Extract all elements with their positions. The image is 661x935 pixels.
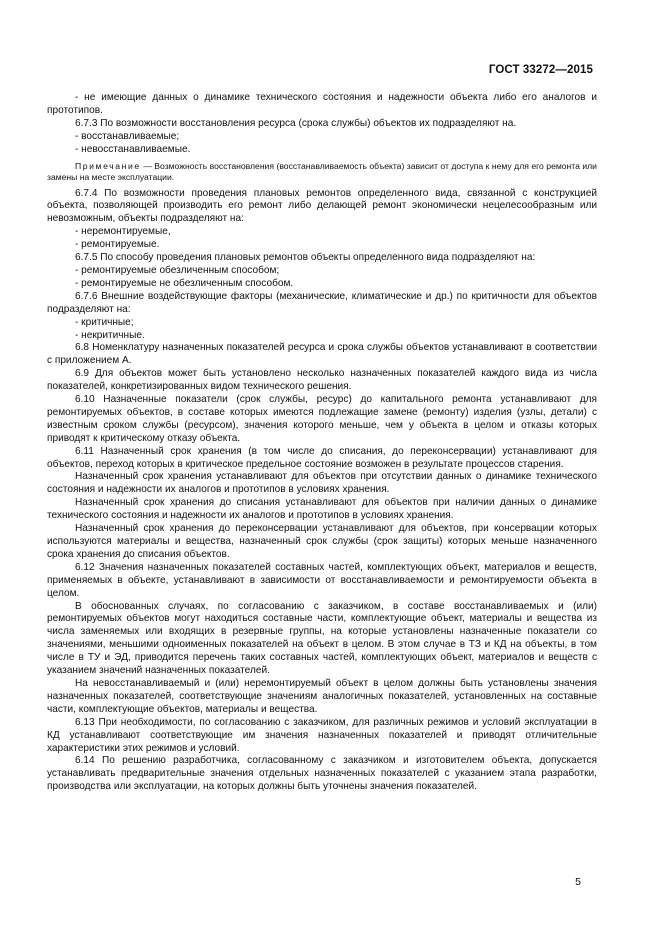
paragraph: Назначенный срок хранения устанавливают для объектов при отсутствии данных о динамике технического состояния и надежности их аналогов и прототипов в условиях хранения. <box>47 471 597 496</box>
paragraph: В обоснованных случаях, по согласованию с заказчиком, в составе восстанавливаемых и (или) ремонтируемых объектов могут находиться составные части, комплектующие объект, материалы и вещества из числа заменяемых или входящих в резервные группы, на которые установлены назначенные показатели со значениями, меньшими одноименных показателей на объект в целом. В этом случае в ТЗ и КД на объекты, в том числе в ТУ и ЭД, приводится перечень таких составных частей, комплектующих объект, материалов и веществ с указанием значений назначенных показателей. <box>47 600 597 677</box>
paragraph: 6.7.5 По способу проведения плановых ремонтов объекты определенного вида подразделяют на: <box>75 252 536 264</box>
list-item: - невосстанавливаемые. <box>75 143 191 155</box>
list-item: - ремонтируемые. <box>75 239 160 251</box>
note-label: Примечание <box>75 160 141 171</box>
list-item: - ремонтируемые обезличенным способом; <box>75 264 280 276</box>
paragraph: - не имеющие данных о динамике технического состояния и надежности объекта либо его аналогов и прототипов. <box>47 92 597 116</box>
paragraph: 6.11 Назначенный срок хранения (в том числе до списания, до переконсервации) устанавливают для объектов, переход которых в критическое предельное состояние возможен в результате процессов старения. <box>47 445 597 470</box>
paragraph: 6.9 Для объектов может быть установлено несколько назначенных показателей каждого вида из числа показателей, конкретизированных видом технического решения. <box>47 368 597 393</box>
paragraph: 6.8 Номенклатуру назначенных показателей ресурса и срока службы объектов устанавливают в соответствии с приложением А. <box>47 342 597 367</box>
paragraph: 6.10 Назначенные показатели (срок службы, ресурс) до капитального ремонта устанавливают для ремонтируемых объектов, в составе которых имеются подлежащие замене (ремонту) изделия (узлы, детали) с известным сроком службы (ресурсом), значения которого меньше, чем у объекта в целом и отказы которых приводят к критическому отказу объекта. <box>47 394 597 444</box>
paragraph: Назначенный срок хранения до переконсервации устанавливают для объектов, при консервации которых используются материалы и вещества, назначенный срок службы (срок защиты) которых меньше назначенного срока хранения до списания объектов. <box>47 523 597 560</box>
page-number: 5 <box>575 876 581 888</box>
paragraph: На невосстанавливаемый и (или) неремонтируемый объект в целом должны быть установлены значения назначенных показателей, соответствующие значениям аналогичных показателей, установленных на составные части, комплектующие объектов, материалы и вещества. <box>47 677 597 715</box>
list-item: - восстанавливаемые; <box>75 130 180 142</box>
document-code: ГОСТ 33272—2015 <box>488 64 593 76</box>
list-item: - некритичные. <box>75 329 145 341</box>
document-body <box>47 92 597 794</box>
paragraph: 6.7.4 По возможности проведения плановых ремонтов определенного вида, связанной с конструкцией объекта, позволяющей производить его ремонт либо делающей ремонт экономически нецелесообразным или невозможным, объекты подразделяют на: <box>47 187 597 225</box>
list-item: - неремонтируемые, <box>75 226 171 238</box>
paragraph: 6.7.6 Внешние воздействующие факторы (механические, климатические и др.) по критичности для объектов подразделяют на: <box>47 290 597 315</box>
paragraph: 6.7.3 По возможности восстановления ресурса (срока службы) объектов их подразделяют на. <box>75 117 517 129</box>
paragraph: 6.14 По решению разработчика, согласованному с заказчиком и изготовителем объекта, допускается устанавливать предварительные значения отдельных назначенных показателей с указанием этапа разработки, производства или эксплуатации, на которых должны быть уточнены значения показателей. <box>47 755 597 793</box>
list-item: - ремонтируемые не обезличенным способом. <box>75 277 294 289</box>
note-text: — Возможность восстановления (восстанавливаемость объекта) зависит от доступа к нему для его ремонта или замены на месте эксплуатации. <box>47 160 597 183</box>
paragraph: Назначенный срок хранения до списания устанавливают для объектов при наличии данных о динамике технического состояния и надежности их аналогов и прототипов в условиях хранения. <box>47 497 597 522</box>
note <box>47 161 597 184</box>
list-item: - критичные; <box>75 316 134 328</box>
paragraph: 6.12 Значения назначенных показателей составных частей, комплектующих объект, материалов и веществ, применяемых в объекте, устанавливают в зависимости от восстанавливаемости и ремонтируемости объекта в целом. <box>47 561 597 599</box>
paragraph: 6.13 При необходимости, по согласованию с заказчиком, для различных режимов и условий эксплуатации в КД устанавливают соответствующие им значения назначенных показателей и приводят отличительные характеристики этих режимов и условий. <box>47 716 597 754</box>
